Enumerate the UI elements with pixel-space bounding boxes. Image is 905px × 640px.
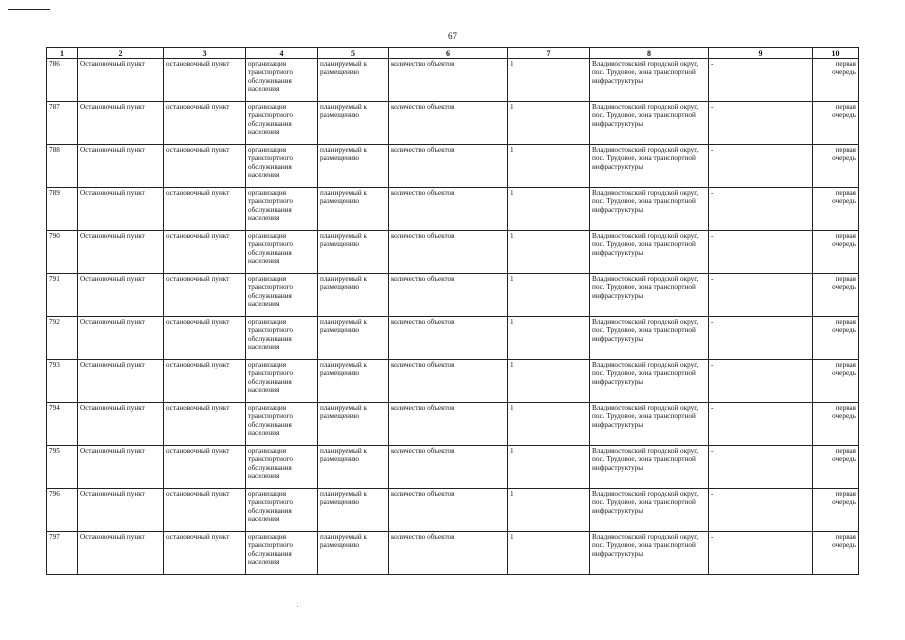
protection-zone-cell: - — [709, 59, 813, 102]
object-purpose-cell: организация транспортного обслуживания населения — [246, 274, 318, 317]
column-header: 9 — [709, 48, 813, 59]
table-row — [47, 317, 859, 360]
location-cell: Владивостокский городской округ, пос. Трудовое, зона транспортной инфраструктуры — [590, 317, 709, 360]
protection-zone-cell: - — [709, 145, 813, 188]
column-header: 2 — [78, 48, 164, 59]
protection-zone-cell: - — [709, 403, 813, 446]
measure-name-cell: количество объектов — [389, 489, 508, 532]
table-row — [47, 102, 859, 145]
location-cell: Владивостокский городской округ, пос. Трудовое, зона транспортной инфраструктуры — [590, 360, 709, 403]
object-status-cell: планируемый к размещению — [318, 231, 389, 274]
object-type-cell: остановочный пункт — [164, 403, 246, 446]
measure-value-cell: 1 — [508, 446, 590, 489]
object-status-cell: планируемый к размещению — [318, 317, 389, 360]
location-cell: Владивостокский городской округ, пос. Трудовое, зона транспортной инфраструктуры — [590, 532, 709, 575]
object-purpose-cell: организация транспортного обслуживания населения — [246, 317, 318, 360]
row-number-cell: 791 — [47, 274, 78, 317]
object-name-cell: Остановочный пункт — [78, 446, 164, 489]
table-row — [47, 489, 859, 532]
row-number-cell: 789 — [47, 188, 78, 231]
location-cell: Владивостокский городской округ, пос. Трудовое, зона транспортной инфраструктуры — [590, 231, 709, 274]
measure-value-cell: 1 — [508, 274, 590, 317]
row-number-cell: 788 — [47, 145, 78, 188]
object-type-cell: остановочный пункт — [164, 145, 246, 188]
column-header: 1 — [47, 48, 78, 59]
measure-value-cell: 1 — [508, 403, 590, 446]
object-status-cell: планируемый к размещению — [318, 403, 389, 446]
measure-name-cell: количество объектов — [389, 317, 508, 360]
object-purpose-cell: организация транспортного обслуживания населения — [246, 532, 318, 575]
measure-name-cell: количество объектов — [389, 188, 508, 231]
row-number-cell: 792 — [47, 317, 78, 360]
measure-value-cell: 1 — [508, 188, 590, 231]
measure-value-cell: 1 — [508, 532, 590, 575]
measure-name-cell: количество объектов — [389, 403, 508, 446]
measure-name-cell: количество объектов — [389, 231, 508, 274]
row-number-cell: 787 — [47, 102, 78, 145]
table-row — [47, 59, 859, 102]
protection-zone-cell: - — [709, 102, 813, 145]
object-status-cell: планируемый к размещению — [318, 188, 389, 231]
object-name-cell: Остановочный пункт — [78, 231, 164, 274]
object-purpose-cell: организация транспортного обслуживания населения — [246, 231, 318, 274]
protection-zone-cell: - — [709, 231, 813, 274]
object-name-cell: Остановочный пункт — [78, 489, 164, 532]
location-cell: Владивостокский городской округ, пос. Трудовое, зона транспортной инфраструктуры — [590, 145, 709, 188]
measure-value-cell: 1 — [508, 59, 590, 102]
table-row — [47, 403, 859, 446]
implementation-stage-cell: первая очередь — [813, 317, 859, 360]
protection-zone-cell: - — [709, 489, 813, 532]
table-row — [47, 145, 859, 188]
object-purpose-cell: организация транспортного обслуживания населения — [246, 188, 318, 231]
table-row — [47, 532, 859, 575]
object-status-cell: планируемый к размещению — [318, 532, 389, 575]
object-name-cell: Остановочный пункт — [78, 102, 164, 145]
measure-value-cell: 1 — [508, 360, 590, 403]
measure-name-cell: количество объектов — [389, 274, 508, 317]
object-purpose-cell: организация транспортного обслуживания населения — [246, 403, 318, 446]
protection-zone-cell: - — [709, 274, 813, 317]
object-name-cell: Остановочный пункт — [78, 360, 164, 403]
column-header: 3 — [164, 48, 246, 59]
implementation-stage-cell: первая очередь — [813, 446, 859, 489]
object-type-cell: остановочный пункт — [164, 317, 246, 360]
protection-zone-cell: - — [709, 446, 813, 489]
object-purpose-cell: организация транспортного обслуживания населения — [246, 145, 318, 188]
table-row — [47, 188, 859, 231]
object-status-cell: планируемый к размещению — [318, 489, 389, 532]
page-number: 67 — [448, 31, 457, 41]
location-cell: Владивостокский городской округ, пос. Трудовое, зона транспортной инфраструктуры — [590, 188, 709, 231]
implementation-stage-cell: первая очередь — [813, 403, 859, 446]
object-type-cell: остановочный пункт — [164, 532, 246, 575]
object-name-cell: Остановочный пункт — [78, 145, 164, 188]
column-header: 4 — [246, 48, 318, 59]
object-name-cell: Остановочный пункт — [78, 274, 164, 317]
object-type-cell: остановочный пункт — [164, 102, 246, 145]
implementation-stage-cell: первая очередь — [813, 145, 859, 188]
table-body — [47, 59, 859, 575]
protection-zone-cell: - — [709, 360, 813, 403]
object-type-cell: остановочный пункт — [164, 489, 246, 532]
object-type-cell: остановочный пункт — [164, 446, 246, 489]
measure-value-cell: 1 — [508, 145, 590, 188]
header-row — [47, 48, 859, 59]
column-header: 7 — [508, 48, 590, 59]
header-rule — [8, 9, 50, 10]
measure-value-cell: 1 — [508, 102, 590, 145]
object-status-cell: планируемый к размещению — [318, 59, 389, 102]
row-number-cell: 796 — [47, 489, 78, 532]
measure-name-cell: количество объектов — [389, 446, 508, 489]
implementation-stage-cell: первая очередь — [813, 274, 859, 317]
row-number-cell: 786 — [47, 59, 78, 102]
protection-zone-cell: - — [709, 188, 813, 231]
implementation-stage-cell: первая очередь — [813, 489, 859, 532]
object-name-cell: Остановочный пункт — [78, 59, 164, 102]
object-purpose-cell: организация транспортного обслуживания населения — [246, 59, 318, 102]
column-header: 5 — [318, 48, 389, 59]
implementation-stage-cell: первая очередь — [813, 532, 859, 575]
object-purpose-cell: организация транспортного обслуживания населения — [246, 446, 318, 489]
row-number-cell: 790 — [47, 231, 78, 274]
object-purpose-cell: организация транспортного обслуживания населения — [246, 489, 318, 532]
location-cell: Владивостокский городской округ, пос. Трудовое, зона транспортной инфраструктуры — [590, 274, 709, 317]
table-row — [47, 360, 859, 403]
object-status-cell: планируемый к размещению — [318, 102, 389, 145]
measure-value-cell: 1 — [508, 317, 590, 360]
measure-name-cell: количество объектов — [389, 145, 508, 188]
row-number-cell: 797 — [47, 532, 78, 575]
location-cell: Владивостокский городской округ, пос. Трудовое, зона транспортной инфраструктуры — [590, 446, 709, 489]
object-name-cell: Остановочный пункт — [78, 532, 164, 575]
location-cell: Владивостокский городской округ, пос. Трудовое, зона транспортной инфраструктуры — [590, 489, 709, 532]
object-name-cell: Остановочный пункт — [78, 188, 164, 231]
measure-value-cell: 1 — [508, 489, 590, 532]
object-type-cell: остановочный пункт — [164, 59, 246, 102]
row-number-cell: 794 — [47, 403, 78, 446]
row-number-cell: 793 — [47, 360, 78, 403]
objects-table — [46, 47, 859, 575]
object-status-cell: планируемый к размещению — [318, 446, 389, 489]
implementation-stage-cell: первая очередь — [813, 59, 859, 102]
column-header: 10 — [813, 48, 859, 59]
row-number-cell: 795 — [47, 446, 78, 489]
implementation-stage-cell: первая очередь — [813, 102, 859, 145]
measure-name-cell: количество объектов — [389, 360, 508, 403]
column-header: 8 — [590, 48, 709, 59]
location-cell: Владивостокский городской округ, пос. Трудовое, зона транспортной инфраструктуры — [590, 403, 709, 446]
implementation-stage-cell: первая очередь — [813, 360, 859, 403]
table-row — [47, 231, 859, 274]
table-row — [47, 274, 859, 317]
object-purpose-cell: организация транспортного обслуживания населения — [246, 360, 318, 403]
implementation-stage-cell: первая очередь — [813, 188, 859, 231]
table-row — [47, 446, 859, 489]
object-type-cell: остановочный пункт — [164, 231, 246, 274]
object-status-cell: планируемый к размещению — [318, 360, 389, 403]
protection-zone-cell: - — [709, 532, 813, 575]
column-header: 6 — [389, 48, 508, 59]
object-type-cell: остановочный пункт — [164, 360, 246, 403]
location-cell: Владивостокский городской округ, пос. Трудовое, зона транспортной инфраструктуры — [590, 59, 709, 102]
scan-speck — [297, 606, 298, 607]
location-cell: Владивостокский городской округ, пос. Трудовое, зона транспортной инфраструктуры — [590, 102, 709, 145]
measure-name-cell: количество объектов — [389, 102, 508, 145]
object-name-cell: Остановочный пункт — [78, 317, 164, 360]
object-status-cell: планируемый к размещению — [318, 274, 389, 317]
object-type-cell: остановочный пункт — [164, 188, 246, 231]
measure-name-cell: количество объектов — [389, 532, 508, 575]
measure-name-cell: количество объектов — [389, 59, 508, 102]
measure-value-cell: 1 — [508, 231, 590, 274]
protection-zone-cell: - — [709, 317, 813, 360]
object-name-cell: Остановочный пункт — [78, 403, 164, 446]
object-purpose-cell: организация транспортного обслуживания населения — [246, 102, 318, 145]
implementation-stage-cell: первая очередь — [813, 231, 859, 274]
object-status-cell: планируемый к размещению — [318, 145, 389, 188]
object-type-cell: остановочный пункт — [164, 274, 246, 317]
